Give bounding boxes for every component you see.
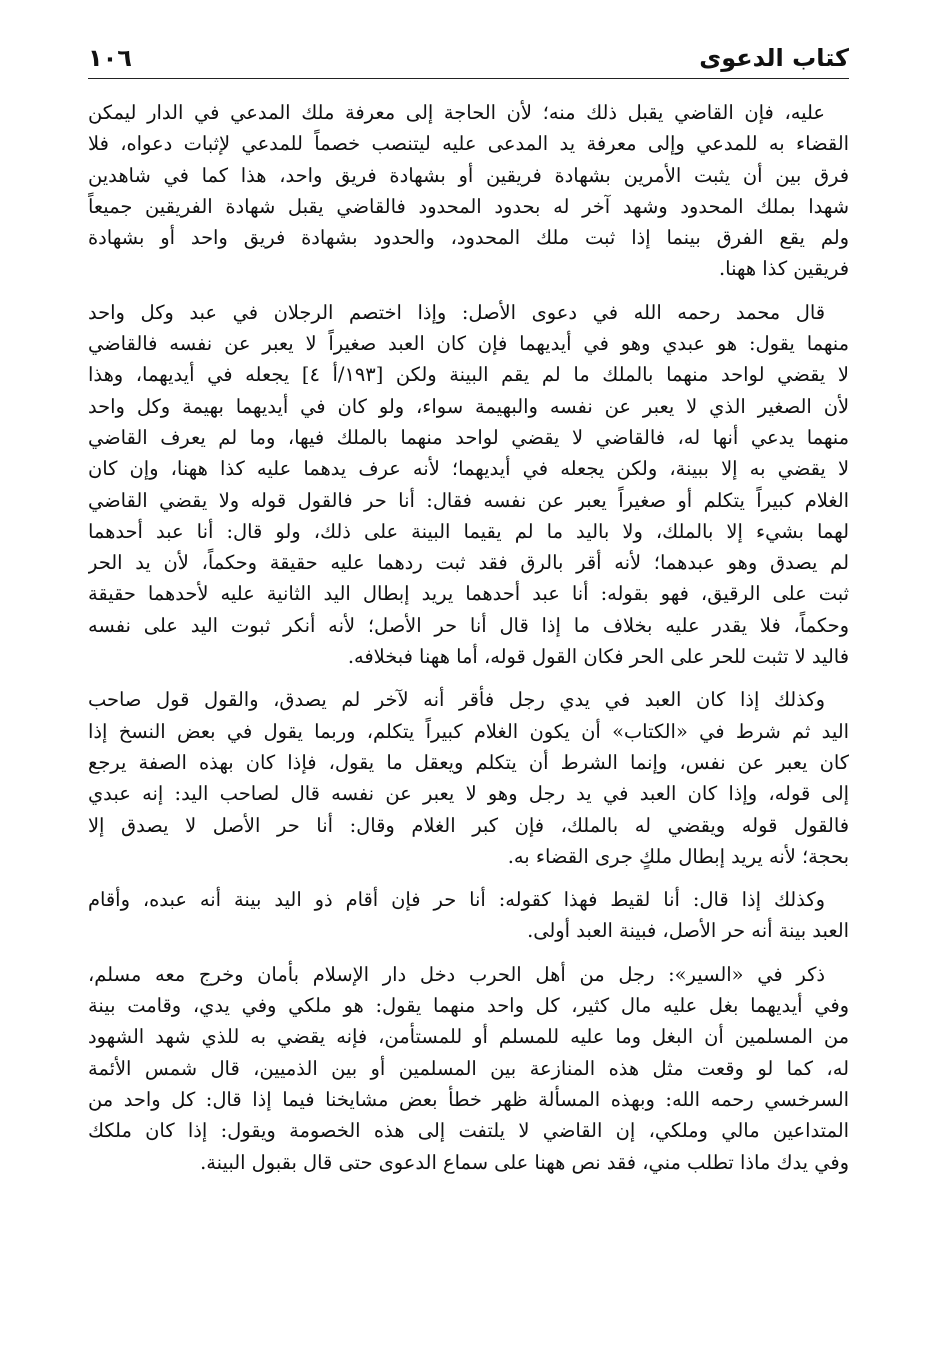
text-line: لأن الصغير الذي لا يعبر عن نفسه والبهيمة سواء، ولو كان في أيديهما بهيمة وكل واحد [88,394,849,418]
text-line: وكذلك إذا كان العبد في يدي رجل فأقر أنه لآخر لم يصدق، والقول قول صاحب [88,688,825,712]
text-line: منهما يقول: هو عبدي وهو في أيديهما فإن كان العبد صغيراً لا يعبر عن نفسه فالقاضي [88,332,849,356]
text-line: إلى قوله، وإذا كان العبد في يد رجل وهو لا يعبر عن نفسه قال لصاحب اليد: إنه عبدي [88,782,849,806]
text-line: فريقين كذا ههنا. [719,257,849,281]
text-line: لا يقضي به إلا ببينة، ولكن يجعله في أيديهما؛ لأنه عرف يدهما عليه كذا ههنا، وإن كان [88,457,849,481]
text-line: فاليد لا تثبت للحر على الحر فكان القول قوله، أما ههنا فبخلافه. [347,645,849,669]
paragraph [88,684,849,872]
text-line: فالقول قوله ويقضي له بالملك، فإن كبر الغلام وقال: أنا حر الأصل لا يصدق إلا [88,813,849,837]
text-line: بحجة؛ لأنه يريد إبطال ملكٍ جرى القضاء به. [507,844,849,868]
text-line: وفي أيديهما بغل عليه مال كثير، كل واحد منهما يقول: هو ملكي وفي يدي، وقامت بينة [88,994,849,1018]
page-body [88,97,849,1341]
text-line: السرخسي رحمه الله: وبهذه المسألة ظهر خطأ بعض مشايخنا فيما إذا قال: كل واحد من [88,1087,849,1111]
text-line: عليه، فإن القاضي يقبل ذلك منه؛ لأن الحاجة إلى معرفة ملك المدعي في الدار ليمكن [88,101,825,124]
text-line: شهدا بملك المحدود وشهد آخر له بحدود المحدود فالقاضي يقبل شهادة الفريقين جميعاً [88,194,849,218]
text-line: ولم يقع الفرق بينما إذا ثبت ملك المحدود، والحدود بشهادة فريق واحد أو بشهادة [88,226,849,250]
text-line: قال محمد رحمه الله في دعوى الأصل: وإذا اختصم الرجلان في عبد وكل واحد [88,300,825,324]
text-line: ذكر في «السير»: رجل من أهل الحرب دخل دار الإسلام بأمان وخرج معه مسلم، [88,962,825,986]
text-line: لا يقضي لواحد منهما بالملك ما لم يقم البينة ولكن [١٩٣/أ ٤] يجعله في أيديهما، وهذا [88,363,849,387]
text-line: لم يصدق وهو عبدهما؛ لأنه أقر بالرق فقد ثبت ردهما عليه حقيقة وحكماً، لأن يد الحر [88,551,849,575]
text-line: الغلام كبيراً يتكلم أو صغيراً يعبر عن نفسه فقال: أنا حر فالقول قوله ولا يقضي القاضي [88,488,849,512]
book-title: كتاب الدعوى [699,44,849,72]
text-line: وكذلك إذا قال: أنا لقيط فهذا كقوله: أنا حر فإن أقام ذو اليد بينة أنه عبده، وأقام [88,888,825,912]
paragraph [88,959,849,1178]
text-line: فرق بين أن يثبت الأمرين بشهادة فريقين أو بشهادة فريق واحد، هذا كما في شاهدين [88,163,849,187]
page-number: ١٠٦ [88,44,132,72]
text-line: وفي يدك ماذا تطلب مني، فقد نص ههنا على سماع الدعوى حتى قال بقبول البينة. [200,1150,849,1174]
text-line: لهما بشيء إلا بالملك، ولا باليد ما لم يقيما البينة على ذلك، ولو قال: أنا عبد أحدهما [88,519,849,543]
text-line: منهما يدعي أنها له، فالقاضي لا يقضي لواحد منهما بالملك فيها، وما لم يعرف القاضي [88,425,849,449]
text-line: له، كما لو وقعت مثل هذه المنازعة بين المسلمين أو بين الذميين، قال شمس الأئمة [88,1056,849,1080]
text-line: المتداعين مالي وملكي، إن القاضي لا يلتفت إلى هذه الخصومة ويقول: إذا كان ملكك [88,1119,849,1143]
page-header [88,38,849,79]
text-line: وحكماً، فلا يقدر عليه بخلاف ما إذا قال أنا حر الأصل؛ لأنه أنكر ثبوت اليد على نفسه [88,613,849,637]
paragraph [88,297,849,673]
text-line: كان يعبر عن نفس، وإنما الشرط أن يتكلم ويعقل ما يقول، فإذا كان بهذه الصفة يرجع [88,750,849,774]
paragraph [88,97,849,285]
text-line: من المسلمين أن البغل وما عليه للمسلم أو للمستأمن، فإنه يقضي به للذي شهد الشهود [88,1025,849,1049]
text-line: ثبت على الرقيق، فهو بقوله: أنا عبد أحدهما يريد إبطال اليد الثانية عليه لأحدهما حقيقة [88,582,849,606]
paragraph [88,884,849,947]
text-line: القضاء به للمدعي وإلى معرفة يد المدعى عليه ليتنصب خصماً للمدعي لإثبات دعواه، فلا [88,132,849,156]
text-line: اليد ثم شرط في «الكتاب» أن يكون الغلام كبيراً يتكلم، وربما يقول في بعض النسخ إذا [88,719,849,743]
text-line: العبد بينة أنه حر الأصل، فبينة العبد أولى. [527,919,849,943]
